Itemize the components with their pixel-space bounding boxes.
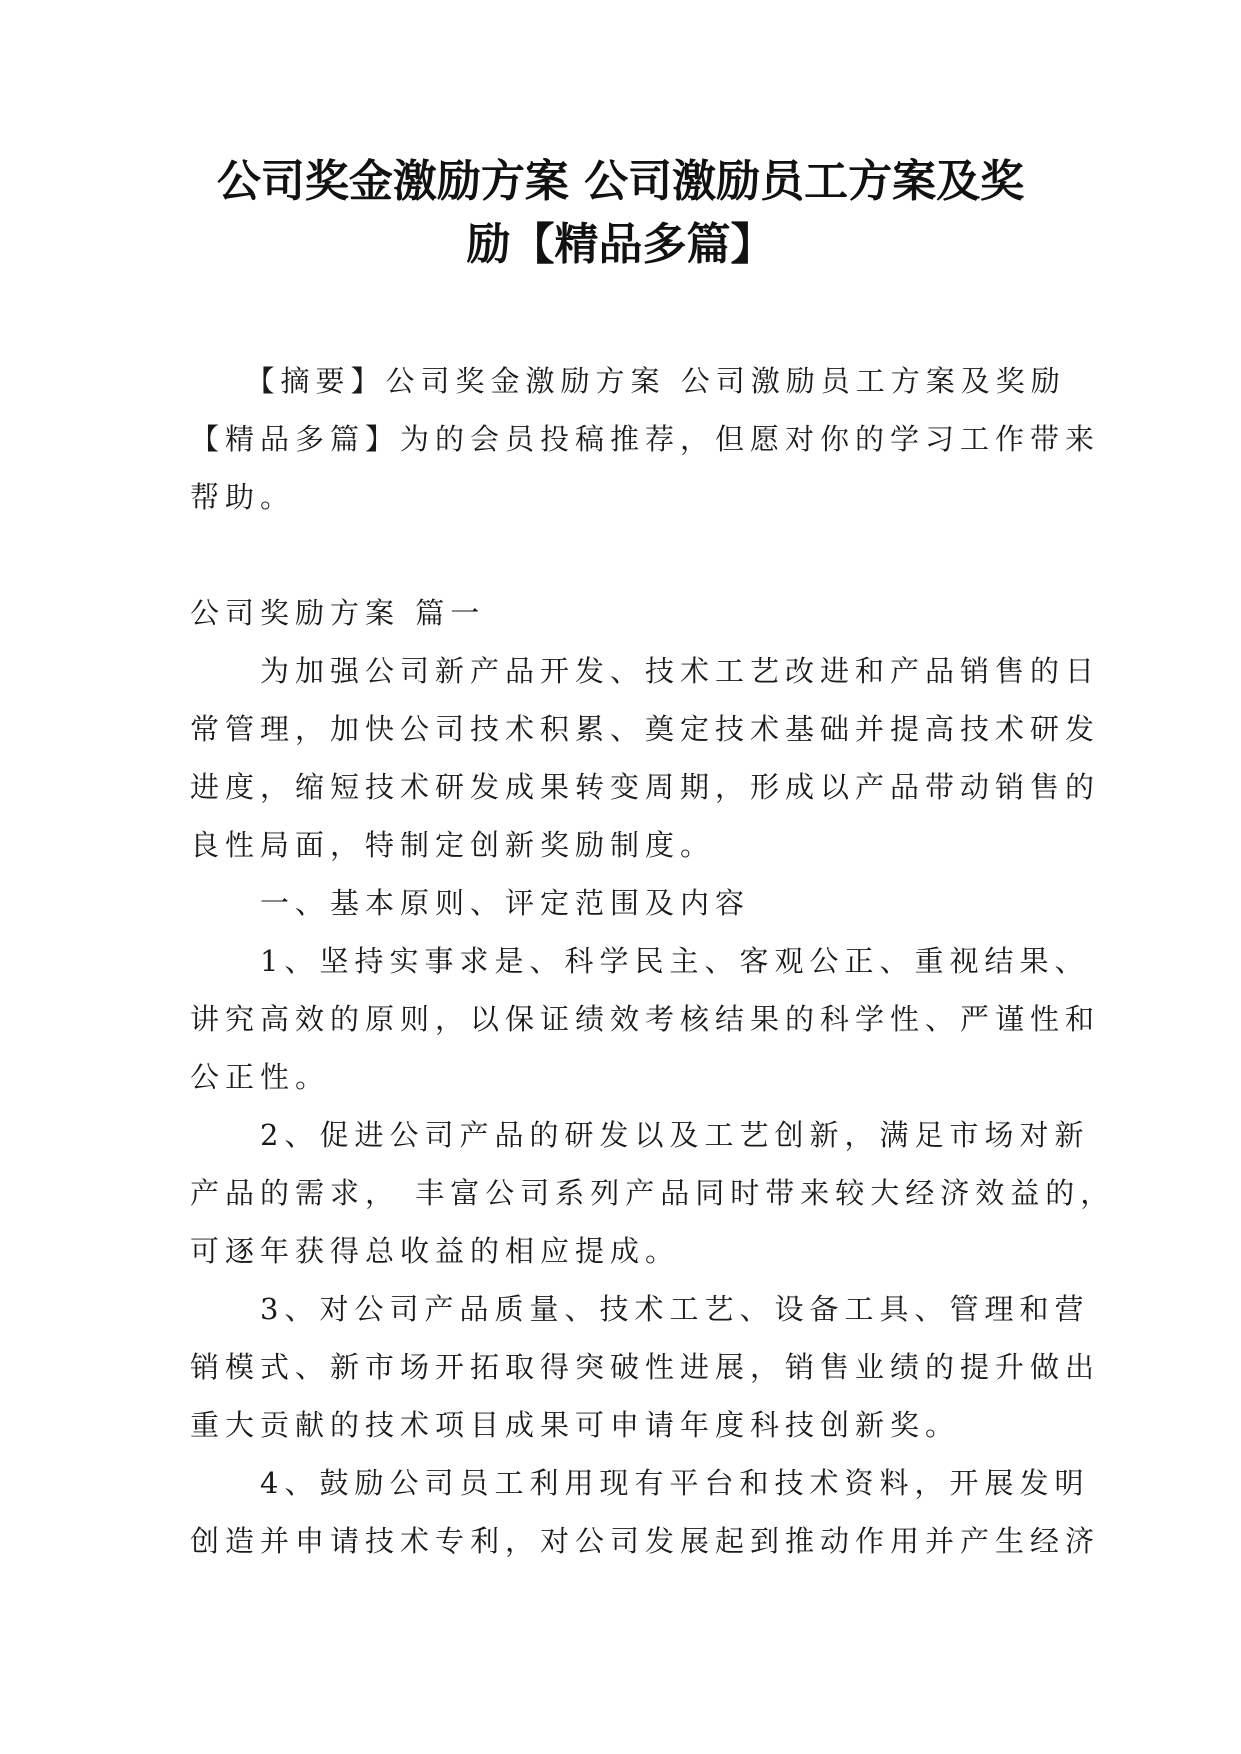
abstract-line: 【摘要】公司奖金激励方案 公司激励员工方案及奖励: [190, 364, 1066, 398]
title-line: 励【精品多篇】: [466, 219, 775, 270]
body-line: 一、基本原则、评定范围及内容: [190, 886, 751, 920]
body-line: 重大贡献的技术项目成果可申请年度科技创新奖。: [190, 1408, 961, 1442]
body-line: 讲究高效的原则，以保证绩效考核结果的科学性、严谨性和: [190, 1002, 1101, 1036]
body-line: 2、促进公司产品的研发以及工艺创新，满足市场对新: [190, 1118, 1090, 1152]
abstract-line: 【精品多篇】为的会员投稿推荐，但愿对你的学习工作带来: [190, 422, 1101, 456]
abstract-line: 帮助。: [190, 480, 296, 514]
abstract-paragraph: [190, 352, 1101, 526]
body-line: 产品的需求， 丰富公司系列产品同时带来较大经济效益的，: [190, 1176, 1116, 1210]
body-line: 良性局面，特制定创新奖励制度。: [190, 828, 716, 862]
body-line: 创造并申请技术专利，对公司发展起到推动作用并产生经济: [190, 1524, 1101, 1558]
body-line: 1、坚持实事求是、科学民主、客观公正、重视结果、: [190, 944, 1090, 978]
title-line: 公司奖金激励方案 公司激励员工方案及奖: [216, 156, 1025, 207]
body-content: [190, 584, 1116, 1570]
body-line: 销模式、新市场开拓取得突破性进展，销售业绩的提升做出: [190, 1350, 1101, 1384]
document-title: [190, 150, 1051, 276]
body-line: 3、对公司产品质量、技术工艺、设备工具、管理和营: [190, 1292, 1090, 1326]
body-line: 4、鼓励公司员工利用现有平台和技术资料，开展发明: [190, 1466, 1090, 1500]
body-line: 为加强公司新产品开发、技术工艺改进和产品销售的日: [190, 654, 1101, 688]
body-line: 公正性。: [190, 1060, 331, 1094]
section-heading: 公司奖励方案 篇一: [190, 596, 486, 630]
body-line: 可逐年获得总收益的相应提成。: [190, 1234, 681, 1268]
body-line: 进度，缩短技术研发成果转变周期，形成以产品带动销售的: [190, 770, 1101, 804]
body-line: 常管理，加快公司技术积累、奠定技术基础并提高技术研发: [190, 712, 1101, 746]
